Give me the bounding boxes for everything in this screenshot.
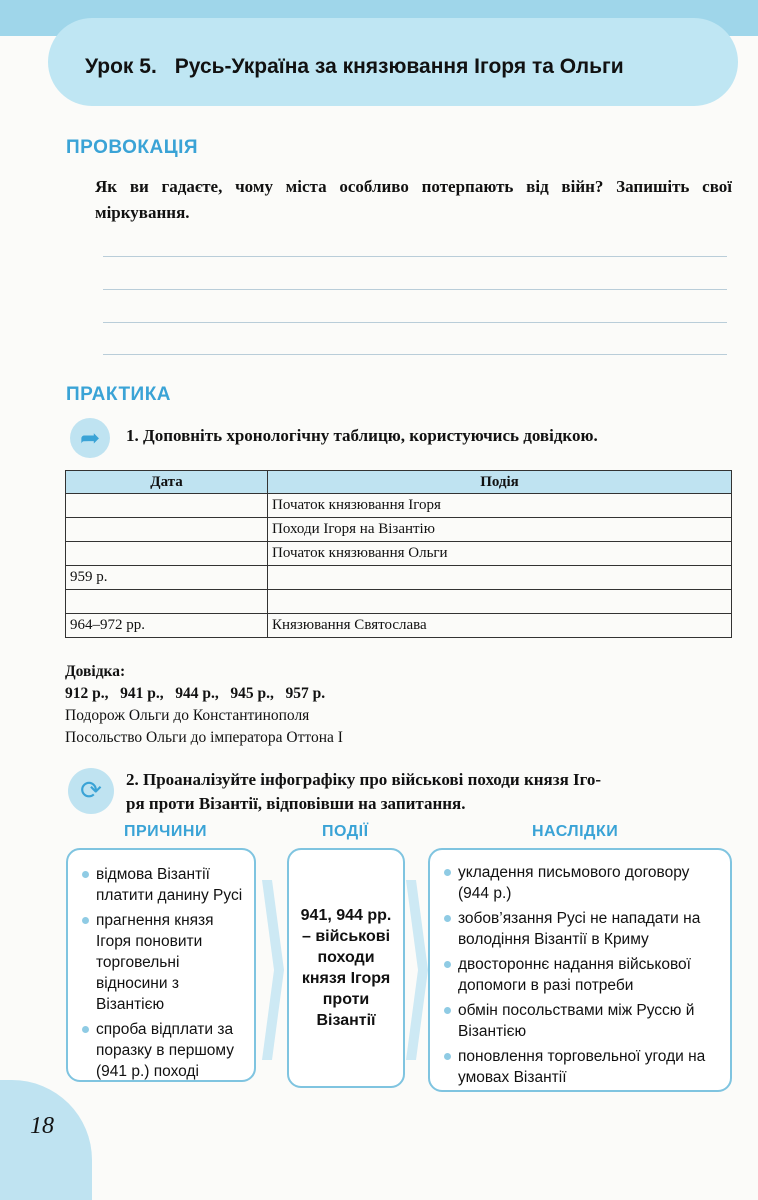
consequences-heading: НАСЛІДКИ xyxy=(532,823,619,840)
table-row xyxy=(66,566,732,590)
event-cell: Початок князювання Ігоря xyxy=(268,494,732,518)
causes-box xyxy=(66,848,256,1082)
page-corner-decoration xyxy=(0,1080,92,1200)
date-cell: 964–972 рр. xyxy=(66,614,268,638)
event-cell: Походи Ігоря на Візантію xyxy=(268,518,732,542)
page-number: 18 xyxy=(30,1113,54,1139)
task2-line1: 2. Проаналізуйте інфографіку про військові походи князя Іго- xyxy=(126,770,602,789)
reference-block xyxy=(65,661,343,749)
event-cell[interactable] xyxy=(268,566,732,590)
answer-line[interactable] xyxy=(103,256,727,257)
answer-line[interactable] xyxy=(103,322,727,323)
cause-item: спроба відплати за поразку в першому (941 р.) поході xyxy=(80,1019,246,1082)
provocation-heading: ПРОВОКАЦІЯ xyxy=(66,137,199,158)
lesson-title-text: Русь-Україна за князювання Ігоря та Ольги xyxy=(174,55,624,78)
event-cell: Князювання Святослава xyxy=(268,614,732,638)
events-box xyxy=(287,848,405,1088)
date-cell[interactable] xyxy=(66,542,268,566)
reference-dates: 912 р., 941 р., 944 р., 945 р., 957 р. xyxy=(65,685,326,702)
practice-heading: ПРАКТИКА xyxy=(66,384,172,405)
consequence-item: поновлення торговельної угоди на умовах Візантії xyxy=(442,1046,722,1088)
task1-instruction: 1. Доповніть хронологічну таблицю, користуючись довідкою. xyxy=(126,426,598,445)
event-cell[interactable] xyxy=(268,590,732,614)
chronology-table xyxy=(65,470,732,638)
table-row xyxy=(66,494,732,518)
answer-line[interactable] xyxy=(103,354,727,355)
provocation-question: Як ви гадаєте, чому міста особливо потерпають від війн? Запишіть свої міркування. xyxy=(95,177,732,222)
answer-line[interactable] xyxy=(103,289,727,290)
arrow-chevron-icon xyxy=(262,880,284,1060)
lesson-label: Урок 5. xyxy=(85,55,157,78)
reference-item: Посольство Ольги до імператора Оттона І xyxy=(65,729,343,746)
causes-heading: ПРИЧИНИ xyxy=(124,823,207,840)
consequence-item: двостороннє надання військової допомоги в разі потреби xyxy=(442,954,722,996)
date-cell[interactable] xyxy=(66,518,268,542)
arrow-chevron-icon xyxy=(406,880,428,1060)
cause-item: прагнення князя Ігоря поновити торговельні відносини з Візантією xyxy=(80,910,246,1015)
table-header-date: Дата xyxy=(66,471,268,494)
table-row xyxy=(66,542,732,566)
reference-title: Довідка: xyxy=(65,663,126,680)
table-row xyxy=(66,614,732,638)
task-arrow-icon: ➦ xyxy=(70,418,110,458)
events-heading: ПОДІЇ xyxy=(322,823,369,840)
consequence-item: обмін посольствами між Руссю й Візантією xyxy=(442,1000,722,1042)
task2-instruction xyxy=(126,768,601,816)
consequences-box xyxy=(428,848,732,1092)
date-cell[interactable] xyxy=(66,494,268,518)
consequence-item: укладення письмового договору (944 р.) xyxy=(442,862,722,904)
consequence-item: зобов’язання Русі не нападати на володіння Візантії в Криму xyxy=(442,908,722,950)
date-cell: 959 р. xyxy=(66,566,268,590)
date-cell[interactable] xyxy=(66,590,268,614)
task-refresh-icon: ⟳ xyxy=(68,768,114,814)
reference-item: Подорож Ольги до Константинополя xyxy=(65,707,310,724)
cause-item: відмова Візантії платити данину Русі xyxy=(80,864,246,906)
table-row xyxy=(66,590,732,614)
task2-line2: ря проти Візантії, відповівши на запитання. xyxy=(126,794,466,813)
table-header-event: Подія xyxy=(268,471,732,494)
event-text: 941, 944 рр. – військові походи князя Ігоря проти Візантії xyxy=(300,907,392,1029)
event-cell: Початок князювання Ольги xyxy=(268,542,732,566)
table-row xyxy=(66,518,732,542)
lesson-title xyxy=(85,55,624,79)
